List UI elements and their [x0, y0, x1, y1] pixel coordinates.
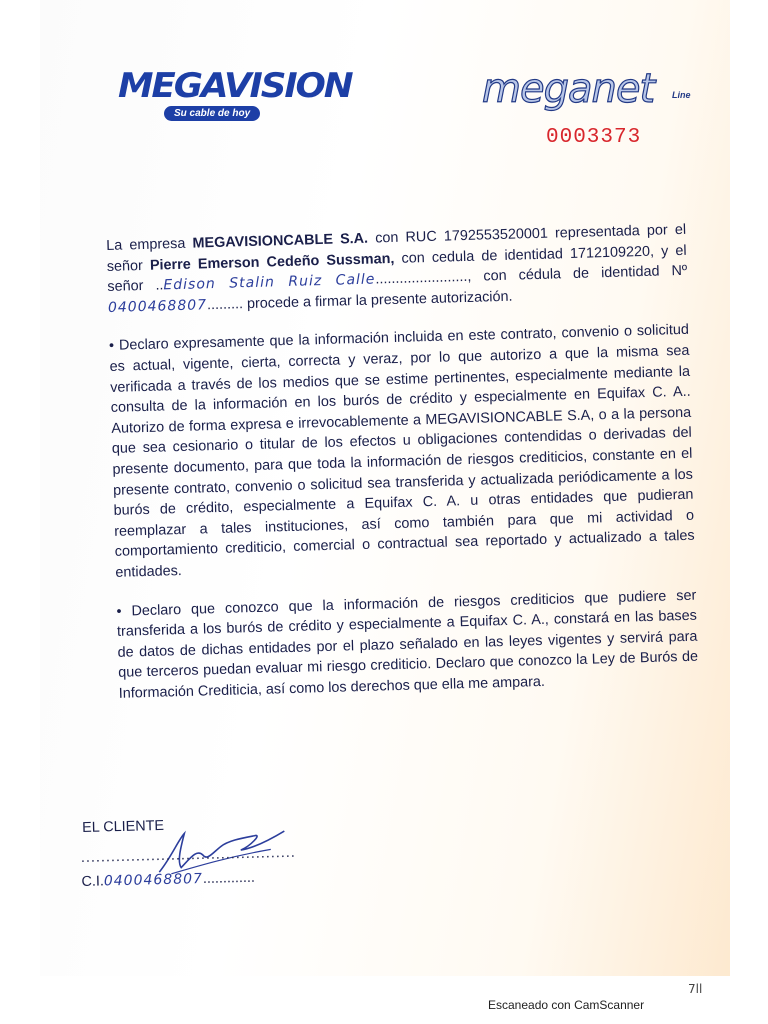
bottom-margin [40, 976, 730, 1000]
meganet-logo [482, 66, 702, 116]
representative-name: Pierre Emerson Cedeño Sussman, [149, 250, 395, 274]
ci-handwritten: 0400468807 [103, 871, 204, 890]
corner-mark: 7ll [688, 982, 703, 996]
client-id-handwritten: 0400468807 [107, 296, 208, 316]
ci-label: C.I. [81, 873, 105, 890]
megavision-logo [118, 60, 352, 126]
authorization-text [106, 220, 699, 704]
signature-line: ........................................... [80, 844, 296, 866]
id-line: C.I.0400468807............. [81, 869, 256, 890]
meganet-logo-suffix: Line [672, 90, 691, 100]
clause-paragraph: • Declaro expresamente que la información incluida en este contrato, convenio o solicitud es actual, vigente, cierta, correcta y veraz, por lo que autorizo a que la misma sea verificada a través de los medios que se estime pertinentes, especialmente mediante la consulta de la información en los burós de crédito y especialmente en Equifax C. A.. Autorizo de forma expresa e irrevocablemente a MEGAVISIONCABLE S.A, o a la persona que sea cesionario o titular de los efectos u obligaciones contendidas o derivadas del presente documento, para que toda la información de riesgos crediticios, constante en el presente contrato, convenio o solicitud sea transferida y actualizada periódicamente a los burós de crédito, especialmente a Equifax C. A. u otras entidades que pudieran reemplazar a tales instituciones, así como también para que mi actividad o comportamiento crediticio, comercial o contractual sea reportado y actualizado a tales entidades. [108, 322, 695, 581]
client-label: EL CLIENTE [81, 817, 165, 836]
document-number: 0003373 [546, 126, 642, 149]
clause-paragraph: • Declaro que conozco que la información de riesgos crediticios que pudiere ser transferida a los burós de crédito y especialmente a Equifax C. A., constará en las bases de datos de dichas entidades por el plazo señalado en las leyes vigentes y servirá para que terceros puedan evaluar mi riesgo crediticio. Declaro que conozco la Ley de Burós de Información Crediticia, así como los derechos que ella me ampara. [116, 587, 699, 702]
megavision-tagline: Su cable de hoy [164, 106, 260, 121]
megavision-logo-text: MEGAVISION [118, 66, 352, 106]
client-name-handwritten: Edison Stalin Ruiz Calle [163, 271, 376, 294]
meganet-logo-text: meganet [482, 66, 655, 112]
company-name: MEGAVISIONCABLE S.A. [192, 230, 369, 252]
intro-paragraph: La empresa MEGAVISIONCABLE S.A. con RUC 1792553520001 representada por el señor Pierre Emerson Cedeño Sussman, con cedula de identidad 1712109220, y el señor ..Edison Stalin Ruiz Calle......................., con cédula de identidad Nº 0400468807......... procede a firmar la presente autorización. [106, 221, 688, 316]
scanner-watermark: Escaneado con CamScanner [488, 998, 645, 1012]
